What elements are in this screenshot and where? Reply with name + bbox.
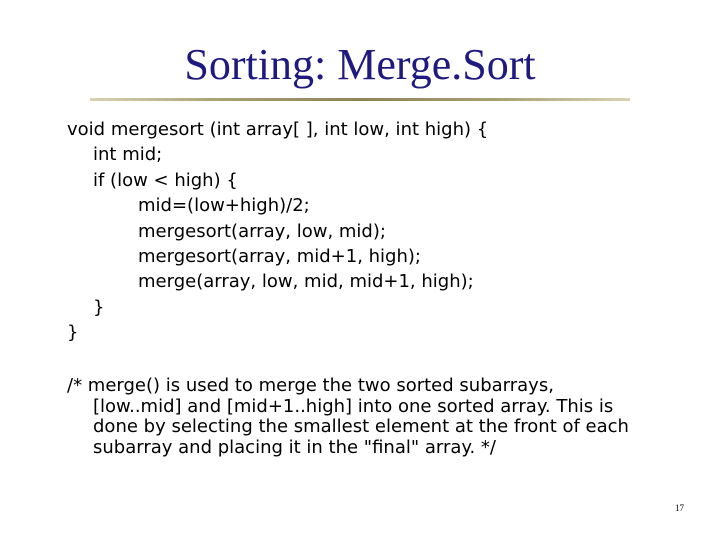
code-line-close-if: } (93, 296, 105, 318)
title-divider (90, 98, 630, 101)
comment-block (67, 376, 637, 458)
slide-title: Sorting: Merge.Sort (184, 40, 536, 89)
page-number: 17 (675, 503, 684, 513)
comment-line: /* merge() is used to merge the two sorted subarrays, (67, 375, 554, 396)
comment-line: subarray and placing it in the "final" array. */ (93, 436, 496, 458)
code-line-compute-mid: mid=(low+high)/2; (138, 195, 310, 217)
comment-line: done by selecting the smallest element at the front of each (93, 416, 629, 437)
code-line-function-signature: void mergesort (int array[ ], int low, int high) { (67, 119, 489, 140)
code-line-merge-call: merge(array, low, mid, mid+1, high); (138, 271, 474, 293)
code-line-recurse-right: mergesort(array, mid+1, high); (138, 245, 421, 267)
code-line-if-condition: if (low < high) { (93, 169, 238, 191)
code-line-close-function: } (67, 322, 79, 344)
code-line-recurse-left: mergesort(array, low, mid); (138, 220, 386, 242)
code-block (67, 117, 488, 346)
code-line-declare-mid: int mid; (93, 144, 163, 166)
comment-line: [low..mid] and [mid+1..high] into one sorted array. This is (93, 395, 614, 417)
